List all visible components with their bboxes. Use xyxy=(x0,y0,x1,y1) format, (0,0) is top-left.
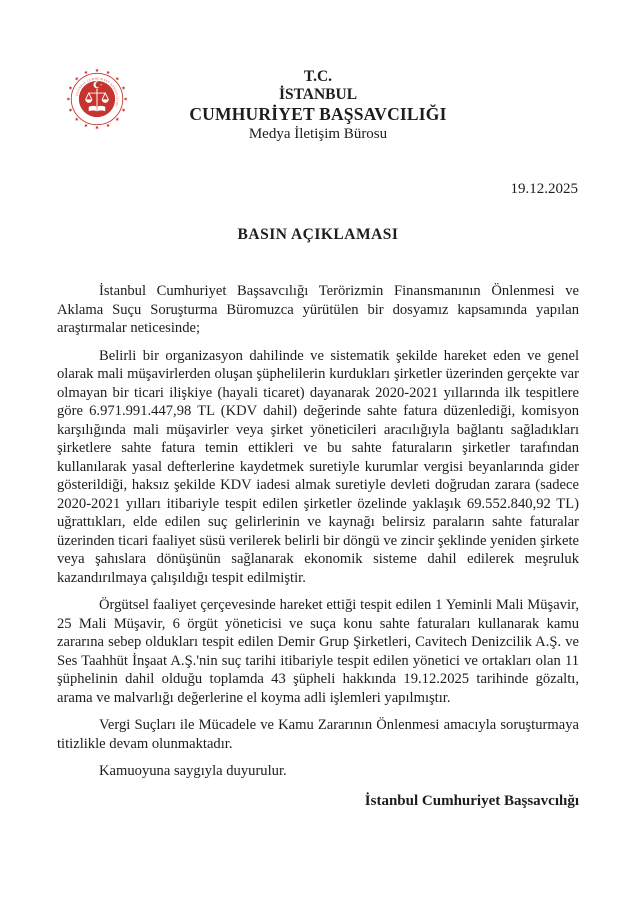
prosecutor-office-seal-icon xyxy=(64,66,130,132)
letterhead-city: İSTANBUL xyxy=(278,86,358,104)
document-date: 19.12.2025 xyxy=(510,181,578,198)
paragraph-findings: Belirli bir organizasyon dahilinde ve sistematik şekilde hareket eden ve genel olarak mali müşavirlerden oluşan şüphelilerin kurdukları şirketler üzerinden gerçekte var olmayan bir ticari ilişkiye (hayali ticaret) dayanarak 2020-2021 yıllarında ilk tespitlere göre 6.971.991.447,98 TL (KDV dahil) değerinde sahte fatura düzenlediği, komisyon karşılığında mali müşavirler veya şirket yöneticileri aracılığıyla bağlantı sağladıkları şirketlere sahte fatura temin ettikleri ve bu sahte faturaların şirketler tarafından kullanılarak yasal defterlerine kaydetmek suretiyle kurumlar vergisi beyanlarında gider gösterildiği, haksız şekilde KDV iadesi almak suretiyle devleti doğrudan zarara (sadece 2020-2021 yılları itibariyle tespit edilen şirketler özelinde yaklaşık 69.552.840,92 TL) uğrattıkları, elde edilen suç gelirlerinin ve kaynağı belirsiz paraların sahte faturalar üzerinden ticari faaliyet süsü verilerek belirli bir döngü ve zincir şeklinde yeniden şirkete veya şahıslara dönüşünün sağlanarak ekonomik sisteme dahil edilerek meşruluk kazandırılmaya çalışıldığı tespit edilmiştir. xyxy=(57,347,579,586)
document-title: BASIN AÇIKLAMASI xyxy=(237,226,399,244)
letterhead-republic: T.C. xyxy=(303,68,333,85)
signature: İstanbul Cumhuriyet Başsavcılığı xyxy=(364,792,579,809)
letterhead-bureau: Medya İletişim Bürosu xyxy=(248,125,388,142)
letterhead-office: CUMHURİYET BAŞSAVCILIĞI xyxy=(189,104,447,125)
paragraph-commitment: Vergi Suçları ile Mücadele ve Kamu Zararının Önlenmesi amacıyla soruşturmaya titizlikle devam olunmaktadır. xyxy=(57,717,579,752)
paragraph-closing: Kamuoyuna saygıyla duyurulur. xyxy=(99,763,287,780)
paragraph-intro: İstanbul Cumhuriyet Başsavcılığı Terörizmin Finansmanının Önlenmesi ve Aklama Suçu Soruşturma Büromuzca yürütülen bir dosyamız kapsamında yapılan araştırmalar neticesinde; xyxy=(57,283,579,337)
paragraph-operations: Örgütsel faaliyet çerçevesinde hareket ettiği tespit edilen 1 Yeminli Mali Müşavir, 25 Mali Müşavir, 6 örgüt yöneticisi ve suça konu sahte faturaları kullanarak kamu zararına sebep oldukları tespit edilen Demir Grup Şirketleri, Cavitech Denizcilik A.Ş. ve Ses Taahhüt İnşaat A.Ş.'nin suç tarihi itibariyle tespit edilen yönetici ve ortakları olan 11 şüphelinin dahil olduğu toplamda 43 şüpheli hakkında 19.12.2025 tarihinde gözaltı, arama ve malvarlığı değerlerine el koyma adli işlemleri yapılmıştır. xyxy=(57,597,579,706)
seal-ring-text: İSTANBUL CUMHURİYET BAŞSAVCILIĞI xyxy=(74,76,120,108)
document-body xyxy=(0,282,636,781)
